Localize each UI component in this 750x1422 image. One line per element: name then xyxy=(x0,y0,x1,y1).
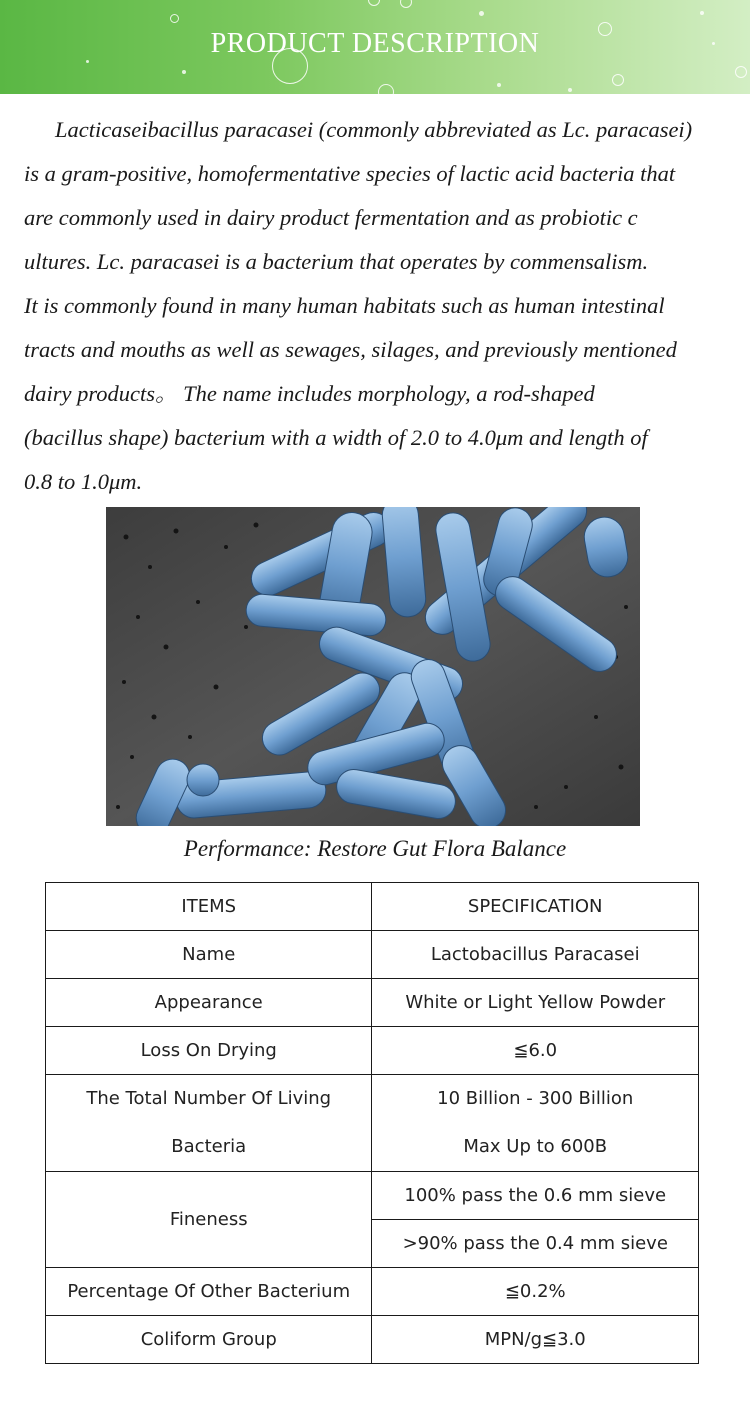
spec-cell: ≦0.2% xyxy=(372,1268,699,1316)
intro-line: dairy products。 The name includes morphology, a rod-shaped xyxy=(24,381,595,406)
intro-line: tracts and mouths as well as sewages, silages, and previously mentioned xyxy=(24,337,677,362)
spec-cell: MPN/g≦3.0 xyxy=(372,1316,699,1364)
item-cell: Name xyxy=(46,931,372,979)
header-specification: SPECIFICATION xyxy=(372,883,699,931)
intro-line: It is commonly found in many human habitats such as human intestinal xyxy=(24,293,665,318)
table-row xyxy=(46,1268,699,1316)
spec-cell xyxy=(372,1075,699,1172)
table-row xyxy=(46,1316,699,1364)
intro-line: is a gram-positive, homofermentative species of lactic acid bacteria that xyxy=(24,161,676,186)
specification-table xyxy=(45,882,699,1364)
item-cell: Percentage Of Other Bacterium xyxy=(46,1268,372,1316)
table-row xyxy=(46,931,699,979)
intro-line: are commonly used in dairy product fermentation and as probiotic c xyxy=(24,205,638,230)
intro-line: 0.8 to 1.0μm. xyxy=(24,469,143,494)
spec-cell: >90% pass the 0.4 mm sieve xyxy=(372,1220,699,1268)
spec-cell: 100% pass the 0.6 mm sieve xyxy=(372,1172,699,1220)
bubble-decoration xyxy=(400,0,412,8)
bubble-decoration xyxy=(170,14,179,23)
table-row xyxy=(46,1075,699,1172)
spec-cell: ≦6.0 xyxy=(372,1027,699,1075)
item-cell xyxy=(46,1075,372,1172)
bacteria-micrograph xyxy=(106,507,640,826)
table-row xyxy=(46,1172,699,1220)
spec-cell: Lactobacillus Paracasei xyxy=(372,931,699,979)
table-header-row xyxy=(46,883,699,931)
bubble-decoration xyxy=(735,66,747,78)
bubble-decoration xyxy=(378,84,394,94)
banner-title: PRODUCT DESCRIPTION xyxy=(210,28,540,59)
intro-paragraph xyxy=(24,108,748,504)
intro-line: Lacticaseibacillus paracasei (commonly abbreviated as Lc. paracasei) xyxy=(55,117,693,142)
item-cell: Loss On Drying xyxy=(46,1027,372,1075)
bubble-decoration xyxy=(368,0,380,6)
spec-line: Max Up to 600B xyxy=(463,1136,608,1157)
bubble-decoration xyxy=(612,74,624,86)
performance-caption: Performance: Restore Gut Flora Balance xyxy=(183,836,567,861)
item-cell: Coliform Group xyxy=(46,1316,372,1364)
table-row xyxy=(46,979,699,1027)
item-cell: Appearance xyxy=(46,979,372,1027)
header-items: ITEMS xyxy=(46,883,372,931)
spec-line: 10 Billion - 300 Billion xyxy=(437,1088,634,1109)
dot-decoration xyxy=(497,83,501,87)
spec-cell: White or Light Yellow Powder xyxy=(372,979,699,1027)
dot-decoration xyxy=(479,11,484,16)
dot-decoration xyxy=(182,70,186,74)
header-banner xyxy=(0,0,750,94)
item-cell: Fineness xyxy=(46,1172,372,1268)
intro-line: ultures. Lc. paracasei is a bacterium that operates by commensalism. xyxy=(24,249,649,274)
item-line: The Total Number Of Living xyxy=(86,1088,332,1109)
dot-decoration xyxy=(86,60,89,63)
dot-decoration xyxy=(568,88,572,92)
intro-line: (bacillus shape) bacterium with a width of 2.0 to 4.0μm and length of xyxy=(24,425,648,450)
dot-decoration xyxy=(700,11,704,15)
table-row xyxy=(46,1027,699,1075)
item-line: Bacteria xyxy=(171,1136,247,1157)
